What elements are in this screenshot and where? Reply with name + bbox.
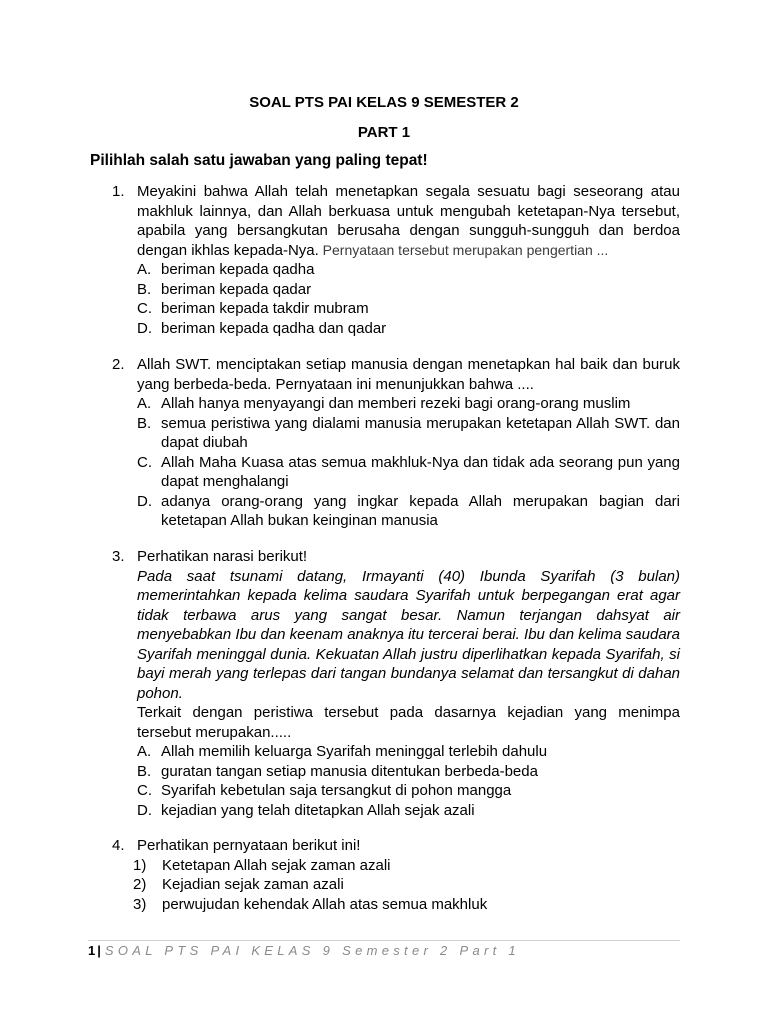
statement-text: perwujudan kehendak Allah atas semua makhluk: [162, 895, 488, 913]
option-b: [137, 414, 680, 453]
narrative: Pada saat tsunami datang, Irmayanti (40) Ibunda Syarifah (3 bulan) memerintahkan kepada kelima saudara Syarifah untuk berpegangan erat agar tidak terbawa arus yang sangat besar. Namun terjangan dahsyat air menyebabkan Ibu dan keenam anaknya itu tercerai berai. Ibu dan kelima saudara Syarifah meninggal dunia. Kekuatan Allah justru diperlihatkan kepada Syarifah, si bayi merah yang terlepas dari tangan bundanya selamat dan tersangkut di dahan pohon.: [137, 567, 680, 702]
question-stem: Perhatikan narasi berikut!: [137, 548, 308, 565]
question-number: 1.: [112, 183, 125, 200]
option-letter: A.: [137, 395, 152, 412]
option-text: Allah Maha Kuasa atas semua makhluk-Nya dan tidak ada seorang pun yang dapat menghalangi: [161, 453, 680, 490]
question-stem-tail: Pernyataan tersebut merupakan pengertian ...: [318, 241, 609, 258]
option-letter: D.: [137, 801, 152, 819]
question-number: 2.: [112, 356, 125, 373]
question-number: 4.: [112, 837, 125, 854]
question-stem: Allah SWT. menciptakan setiap manusia dengan menetapkan hal baik dan buruk yang berbeda-beda. Pernyataan ini menunjukkan bahwa ....: [137, 356, 680, 393]
option-letter: B.: [137, 414, 152, 432]
option-a: [137, 742, 680, 762]
statement-number: 2): [133, 876, 147, 893]
option-a: [137, 394, 680, 414]
option-text: Allah memilih keluarga Syarifah meninggal terlebih dahulu: [161, 743, 548, 760]
statement-2: [133, 875, 680, 895]
document-title: SOAL PTS PAI KELAS 9 SEMESTER 2: [249, 94, 519, 111]
footer-separator: |: [97, 943, 101, 958]
option-text: beriman kepada qadha dan qadar: [161, 319, 387, 337]
page-footer: [88, 943, 520, 958]
statement-text: Kejadian sejak zaman azali: [162, 876, 344, 893]
option-a: [137, 260, 680, 280]
option-c: [137, 453, 680, 492]
option-c: [137, 781, 680, 801]
option-d: [137, 801, 680, 821]
question-prompt: Terkait dengan peristiwa tersebut pada dasarnya kejadian yang menimpa tersebut merupakan.....: [137, 704, 680, 741]
option-letter: B.: [137, 762, 152, 780]
option-letter: D.: [137, 319, 152, 337]
option-letter: C.: [137, 453, 152, 471]
option-c: [137, 299, 680, 319]
page-number: 1: [88, 943, 96, 958]
option-text: semua peristiwa yang dialami manusia merupakan ketetapan Allah SWT. dan dapat diubah: [161, 414, 680, 451]
option-letter: A.: [137, 743, 152, 760]
statement-3: [133, 895, 680, 915]
option-text: beriman kepada takdir mubram: [161, 300, 369, 317]
option-text: beriman kepada qadha: [161, 261, 315, 278]
question-number: 3.: [112, 548, 125, 565]
option-letter: B.: [137, 280, 152, 298]
footer-divider: [88, 940, 680, 941]
part-heading: PART 1: [357, 124, 411, 141]
question-2: [112, 355, 680, 531]
option-b: [137, 762, 680, 782]
option-d: [137, 319, 680, 339]
question-3: [112, 547, 680, 820]
statement-number: 3): [133, 895, 147, 913]
question-stem: Meyakini bahwa Allah telah menetapkan segala sesuatu bagi seseorang atau makhluk lainnya, dan Allah berkuasa untuk mengubah ketetapan-Nya tersebut, apabila yang bersangkutan berusaha dengan sungguh-sungguh dan berdoa dengan ikhlas kepada-Nya.: [137, 183, 680, 259]
option-text: Allah hanya menyayangi dan memberi rezeki bagi orang-orang muslim: [161, 395, 631, 412]
option-text: Syarifah kebetulan saja tersangkut di pohon mangga: [161, 782, 512, 799]
option-text: guratan tangan setiap manusia ditentukan berbeda-beda: [161, 762, 538, 780]
statement-1: [133, 856, 680, 876]
option-letter: C.: [137, 782, 152, 799]
option-text: adanya orang-orang yang ingkar kepada Allah merupakan bagian dari ketetapan Allah bukan keinginan manusia: [161, 492, 680, 529]
option-letter: D.: [137, 492, 152, 510]
option-letter: A.: [137, 261, 152, 278]
question-4: [112, 836, 680, 914]
instruction: Pilihlah salah satu jawaban yang paling tepat!: [90, 152, 428, 169]
question-1: [112, 182, 680, 338]
option-d: [137, 492, 680, 531]
option-letter: C.: [137, 300, 152, 317]
footer-text: SOAL PTS PAI KELAS 9 Semester 2 Part 1: [104, 943, 520, 958]
statement-number: 1): [133, 856, 147, 874]
option-text: beriman kepada qadar: [161, 280, 312, 298]
option-text: kejadian yang telah ditetapkan Allah sejak azali: [161, 801, 475, 819]
option-b: [137, 280, 680, 300]
statement-text: Ketetapan Allah sejak zaman azali: [162, 856, 391, 874]
question-stem: Perhatikan pernyataan berikut ini!: [137, 837, 361, 854]
